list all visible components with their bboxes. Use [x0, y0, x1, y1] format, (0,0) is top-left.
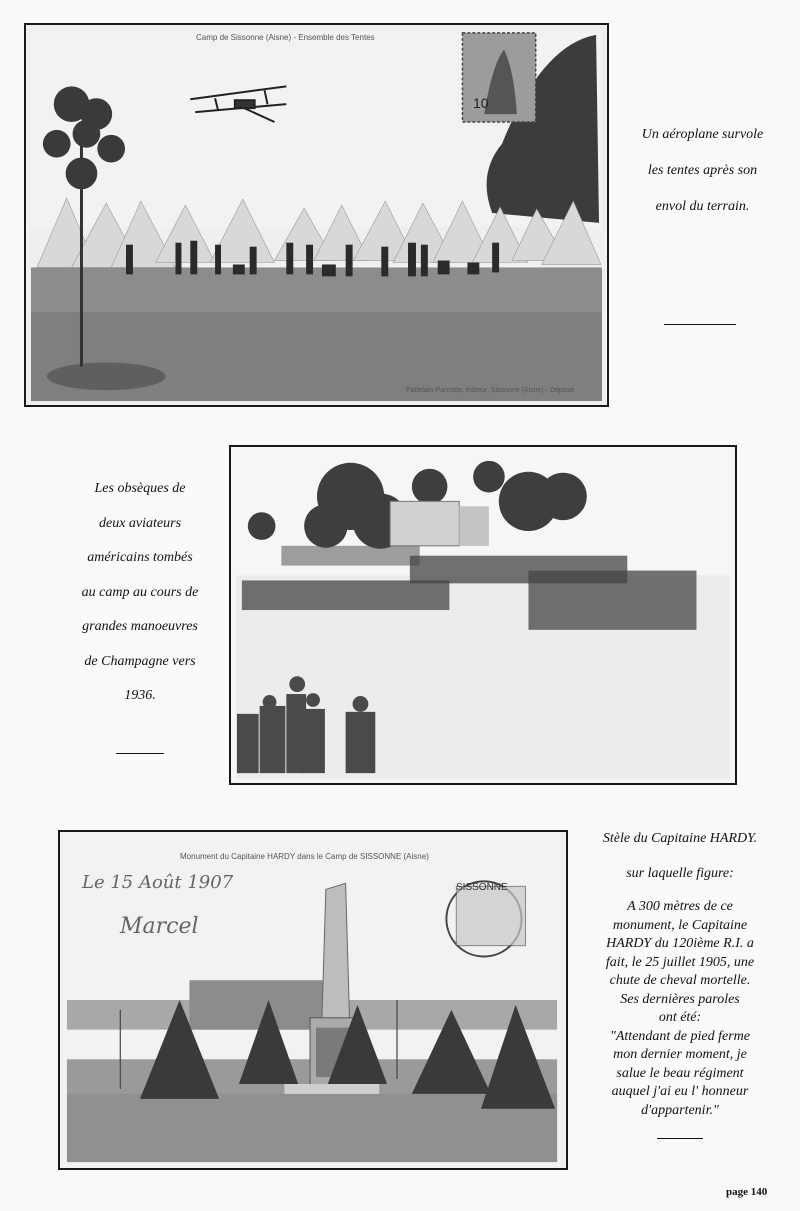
postcard1-stamp-value: 10: [473, 95, 489, 111]
postcard3-printed-title: Monument du Capitaine HARDY dans le Camp de SISSONNE (Aisne): [180, 852, 429, 861]
postcard1-publisher: Pattelain-Parnotte, éditeur, Sissonne (Aisne) - Déposé: [406, 387, 575, 394]
caption-line: fait, le 25 juillet 1905, une: [605, 954, 755, 970]
caption-line: "Attendant de pied ferme: [609, 1028, 750, 1044]
caption-line: Ses dernières paroles: [620, 991, 740, 1007]
caption-line: d'appartenir.": [641, 1102, 719, 1118]
page-number: page 140: [726, 1186, 768, 1198]
caption-line: ont été:: [658, 1010, 702, 1025]
handwritten-date: Le 15 Août 1907: [82, 872, 234, 893]
caption-line: 1936.: [124, 688, 156, 703]
caption-title: Stèle du Capitaine HARDY.: [602, 831, 758, 846]
caption-funeral: [50, 472, 230, 714]
caption-line: A 300 mètres de ce: [627, 899, 733, 914]
caption2-rule: [116, 753, 164, 754]
handwritten-signature: Marcel: [120, 914, 199, 939]
postcard-photo-tents: [24, 23, 609, 407]
caption-line: auquel j'ai eu l' honneur: [611, 1084, 749, 1099]
caption-body: [575, 898, 785, 1120]
caption1-rule: [664, 324, 736, 325]
caption3-rule: [657, 1138, 703, 1139]
caption-line: les tentes après son: [647, 163, 758, 178]
photo-funeral: [229, 445, 737, 785]
caption-line: deux aviateurs: [98, 515, 182, 531]
postcard3-postmark: SISSONNE: [456, 882, 508, 893]
postcard1-printed-title: Camp de Sissonne (Aisne) - Ensemble des Tentes: [196, 33, 375, 42]
caption-line: chute de cheval mortelle.: [609, 973, 751, 988]
caption-line: Un aéroplane survole: [641, 127, 764, 142]
caption-line: au camp au cours de: [81, 584, 199, 600]
postcard-photo-monument: [58, 830, 568, 1170]
caption-line: HARDY du 120ième R.I. a: [606, 936, 754, 951]
caption-line: envol du terrain.: [655, 199, 750, 214]
funeral-photo-illustration: [231, 447, 735, 783]
tents-photo-illustration: [26, 25, 607, 405]
caption-stele: [575, 828, 785, 1120]
caption-line: Les obsèques de: [94, 481, 186, 496]
caption-subtitle: sur laquelle figure:: [626, 866, 734, 881]
caption-line: monument, le Capitaine: [612, 917, 748, 933]
caption-line: américains tombés: [87, 550, 193, 565]
caption-line: mon dernier moment, je: [613, 1047, 747, 1062]
caption-line: grandes manoeuvres: [82, 619, 198, 634]
caption-line: de Champagne vers: [84, 653, 196, 669]
caption-aeroplane: [620, 117, 785, 225]
caption-line: salue le beau régiment: [616, 1065, 744, 1081]
